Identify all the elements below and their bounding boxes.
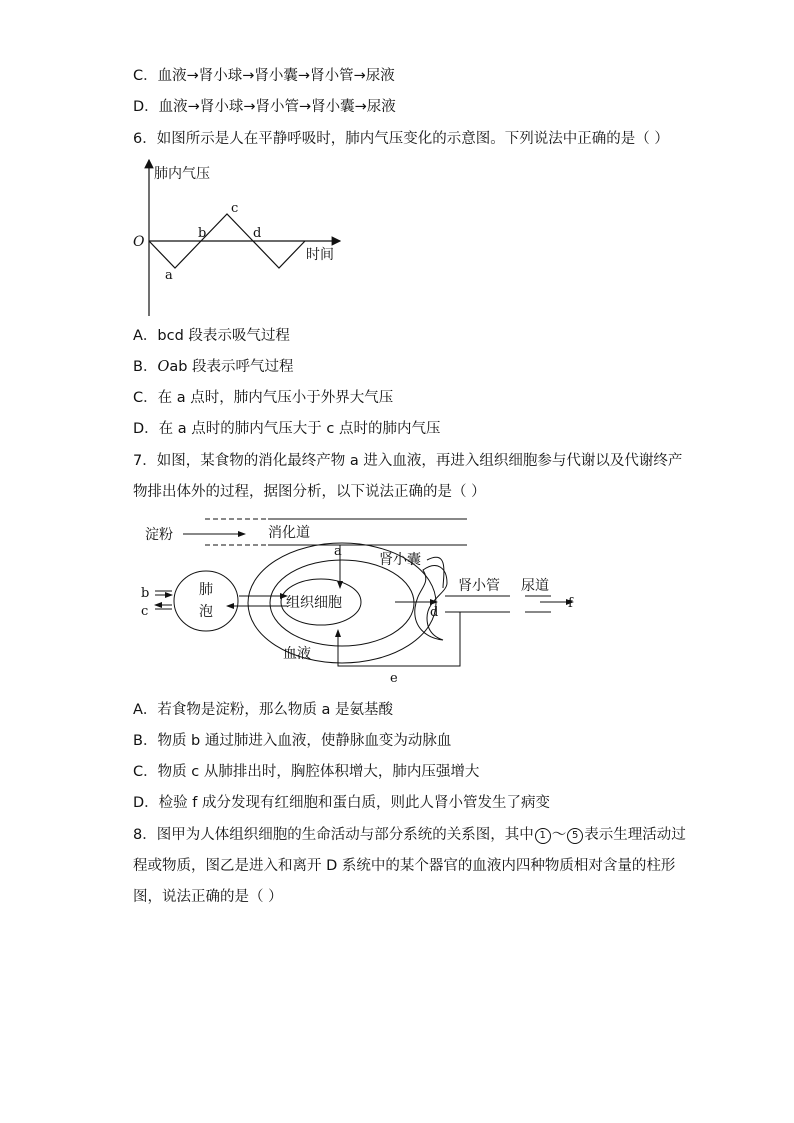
q6-option-d: D．在 a 点时的肺内气压大于 c 点时的肺内气压 — [133, 421, 441, 437]
kidney-capsule-label: 肾小囊 — [379, 552, 421, 568]
y-axis-label: 肺内气压 — [154, 166, 210, 182]
q6-option-b — [133, 357, 294, 377]
q7-option-c: C．物质 c 从肺排出时，胸腔体积增大，肺内压强增大 — [133, 764, 480, 780]
alveolus — [174, 571, 238, 631]
renal-tubule-label: 肾小管 — [458, 578, 500, 594]
label-b: b — [141, 586, 150, 601]
q7-option-d: D．检验 f 成分发现有红细胞和蛋白质，则此人肾小管发生了病变 — [133, 795, 550, 811]
x-axis-label: 时间 — [306, 247, 334, 263]
q7-circulation-diagram — [125, 508, 595, 688]
tissue-cell-label: 组织细胞 — [286, 595, 342, 611]
q8-stem-line2: 程或物质，图乙是进入和离开 D 系统中的某个器官的血液内四种物质相对含量的柱形 — [133, 858, 676, 874]
point-label-b: b — [198, 226, 207, 241]
blood-label: 血液 — [283, 646, 311, 662]
point-label-d: d — [253, 226, 262, 241]
label-f: f — [568, 596, 573, 611]
q6-stem: 6．如图所示是人在平静呼吸时，肺内气压变化的示意图。下列说法中正确的是（ ） — [133, 131, 669, 147]
label-d: d — [430, 605, 439, 620]
q6-pressure-graph — [130, 158, 360, 318]
q7-option-b: B．物质 b 通过肺进入血液，使静脉血变为动脉血 — [133, 733, 452, 749]
q7-stem-line1: 7．如图，某食物的消化最终产物 a 进入血液，再进入组织细胞参与代谢以及代谢终产 — [133, 453, 683, 469]
digestive-tract-label: 消化道 — [268, 525, 310, 541]
label-a: a — [334, 544, 342, 559]
circled-number-1: 1 — [535, 828, 551, 844]
q8-stem-line3: 图，说法正确的是（ ） — [133, 889, 283, 905]
range-separator: ～ — [551, 827, 567, 843]
q7-option-a: A．若食物是淀粉，那么物质 a 是氨基酸 — [133, 702, 394, 718]
q6-option-a: A．bcd 段表示吸气过程 — [133, 328, 290, 344]
q6-option-b-rest: ab 段表示呼气过程 — [169, 359, 294, 375]
point-label-a: a — [165, 268, 173, 283]
origin-label: O — [133, 234, 145, 250]
circled-number-5: 5 — [567, 828, 583, 844]
q8-stem-line1 — [133, 825, 686, 845]
q6-option-c: C．在 a 点时，肺内气压小于外界大气压 — [133, 390, 394, 406]
q8-stem-l1-pre: 8．图甲为人体组织细胞的生命活动与部分系统的关系图，其中 — [133, 827, 534, 843]
reabsorption-path — [338, 612, 460, 666]
starch-label: 淀粉 — [145, 527, 173, 543]
label-c: c — [141, 604, 149, 619]
q6-option-b-prefix: B． — [133, 359, 158, 375]
q7-stem-line2: 物排出体外的过程，据图分析，以下说法正确的是（ ） — [133, 484, 486, 500]
alveolus-label-2: 泡 — [199, 604, 213, 620]
q5-option-d: D．血液→肾小球→肾小管→肾小囊→尿液 — [133, 99, 396, 115]
q6-option-b-origin: O — [157, 359, 170, 375]
label-e: e — [390, 671, 398, 686]
kidney-capsule — [415, 566, 447, 640]
q5-option-c: C．血液→肾小球→肾小囊→肾小管→尿液 — [133, 68, 395, 84]
alveolus-label-1: 肺 — [199, 582, 213, 598]
urethra-label: 尿道 — [521, 578, 549, 594]
q8-stem-l1-post: 表示生理活动过 — [584, 827, 686, 843]
point-label-c: c — [231, 201, 239, 216]
